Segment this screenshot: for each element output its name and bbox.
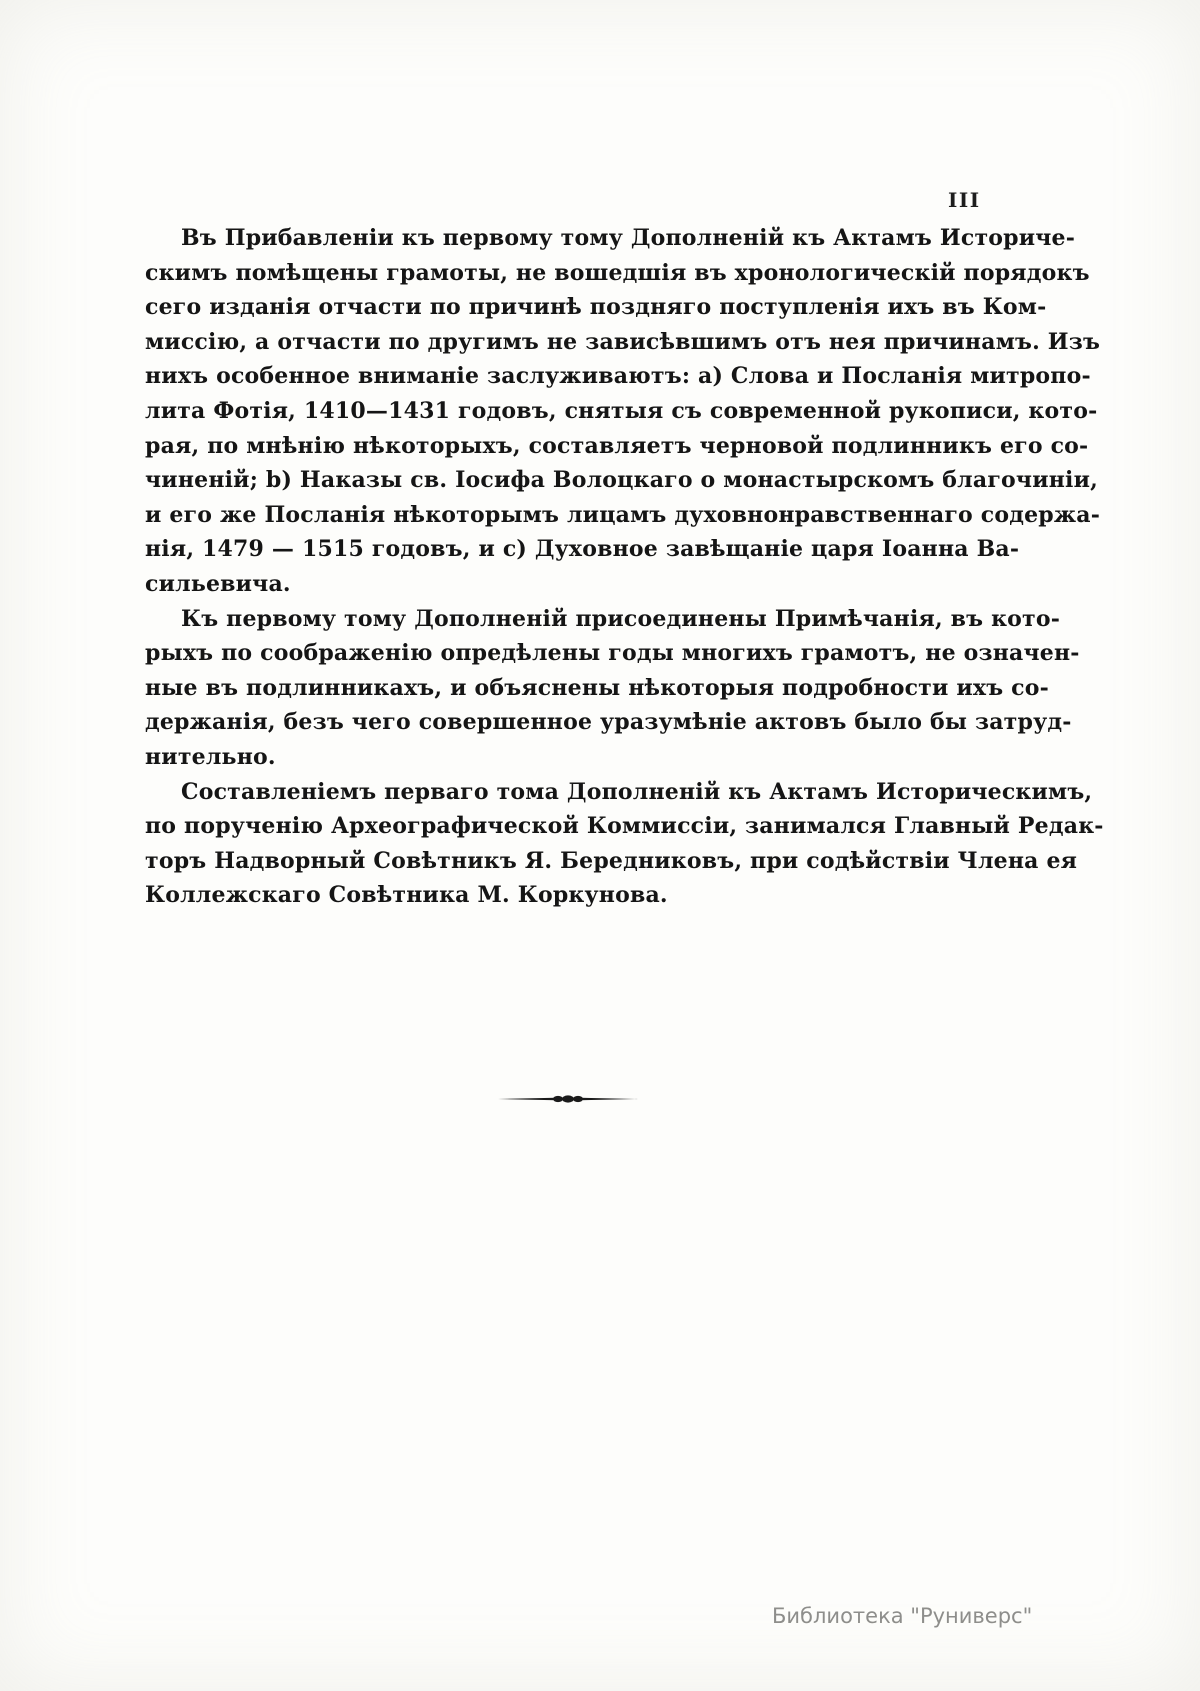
library-watermark: Библиотека "Руниверс" [772,1604,1033,1628]
text-line: Коллежскаго Совѣтника М. Коркунова. [145,882,668,909]
text-line: сильевича. [145,570,291,597]
page-number: III [948,188,981,212]
paragraph [145,775,1104,913]
paragraph [145,221,1101,602]
text-line: рая, по мнѣнію нѣкоторыхъ, составляетъ черновой подлинникъ его со- [145,432,1089,459]
text-line: торъ Надворный Совѣтникъ Я. Бередниковъ, при содѣйствіи Члена ея [145,847,1078,874]
text-line: по порученію Археографической Коммиссіи, занимался Главный Редак- [145,813,1104,840]
text-line: сего изданія отчасти по причинѣ поздняго поступленія ихъ въ Ком- [145,294,1047,321]
text-line: нительно. [145,743,276,770]
section-divider [145,1092,990,1106]
text-line: нихъ особенное вниманіе заслуживаютъ: а) Слова и Посланія митропо- [145,363,1091,390]
text-line: рыхъ по соображенію опредѣлены годы многихъ грамотъ, не означен- [145,640,1080,667]
text-line: ные въ подлинникахъ, и объяснены нѣкоторыя подробности ихъ со- [145,674,1049,701]
text-line: и его же Посланія нѣкоторымъ лицамъ духовнонравственнаго содержа- [145,501,1101,528]
text-line: скимъ помѣщены грамоты, не вошедшія въ хронологическій порядокъ [145,259,1090,286]
text-line: миссію, а отчасти по другимъ не зависѣвшимъ отъ нея причинамъ. Изъ [145,328,1101,355]
text-line: Составленіемъ перваго тома Дополненій къ Актамъ Историческимъ, [181,778,1093,805]
divider-ornament-icon [498,1092,638,1106]
text-block [145,221,1104,913]
text-line: держанія, безъ чего совершенное уразумѣніе актовъ было бы затруд- [145,709,1072,736]
text-line: нія, 1479 — 1515 годовъ, и с) Духовное завѣщаніе царя Іоанна Ва- [145,536,1020,563]
paragraph [145,602,1080,775]
text-line: Къ первому тому Дополненій присоединены Примѣчанія, въ кото- [181,605,1061,632]
text-line: лита Фотія, 1410—1431 годовъ, снятыя съ современной рукописи, кото- [145,397,1098,424]
text-line: чиненій; b) Наказы св. Іосифа Волоцкаго о монастырскомъ благочиніи, [145,467,1098,494]
text-line: Въ Прибавленіи къ первому тому Дополненій къ Актамъ Историче- [181,225,1076,251]
